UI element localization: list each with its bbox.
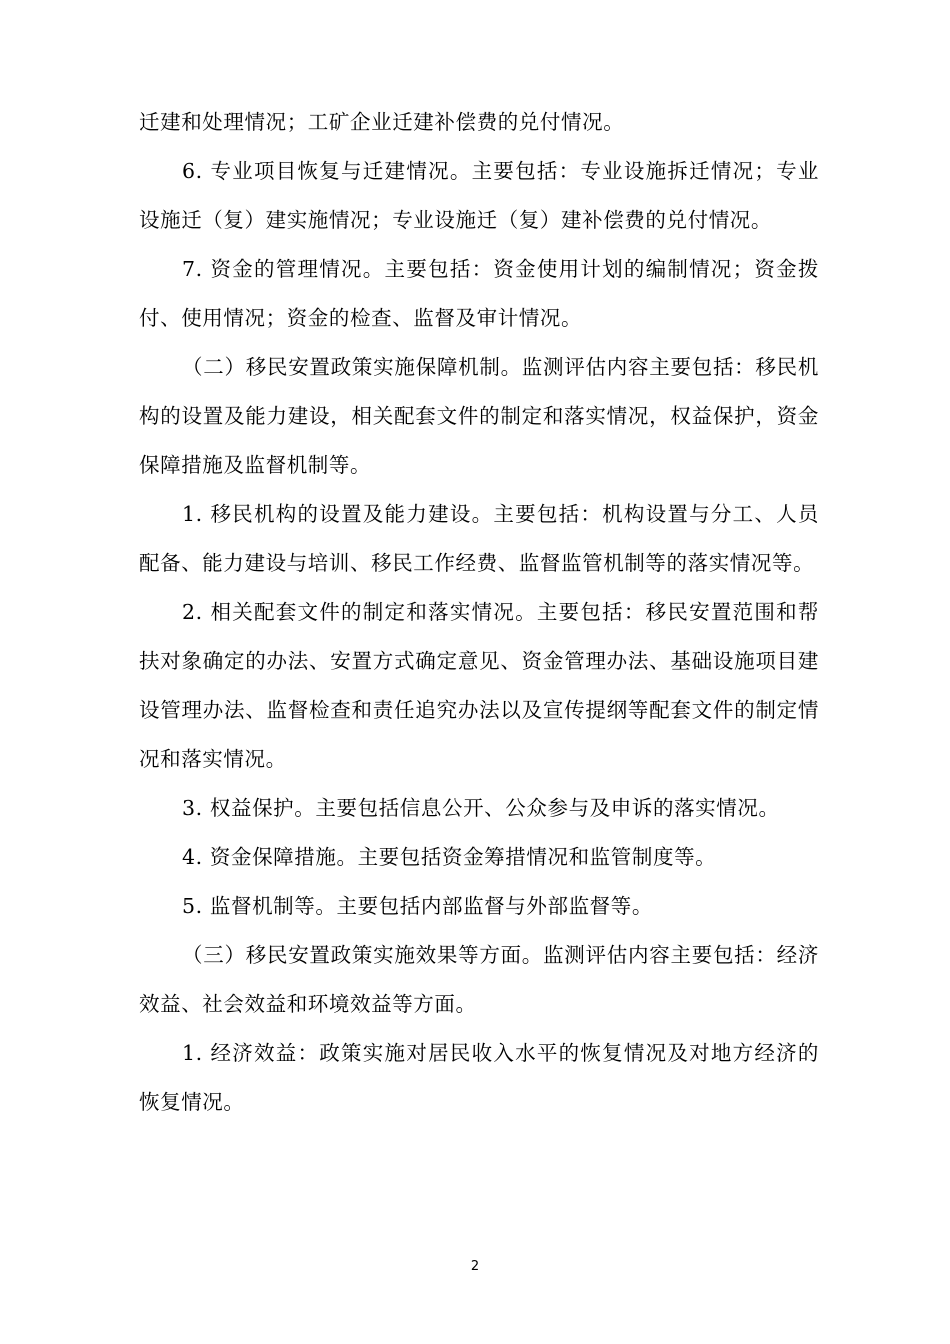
paragraph-7: 3. 权益保护。主要包括信息公开、公众参与及申诉的落实情况。 [182, 796, 780, 820]
paragraph-6: 2. 相关配套文件的制定和落实情况。主要包括：移民安置范围和帮扶对象确定的办法、安置方式确定意见、资金管理办法、基础设施项目建设管理办法、监督检查和责任追究办法以及宣传提纲等配套文件的制定情况和落实情况。 [139, 600, 819, 771]
section-heading-2: （二）移民安置政策实施保障机制。监测评估内容主要包括：移民机构的设置及能力建设，相关配套文件的制定和落实情况，权益保护，资金保障措施及监督机制等。 [139, 355, 819, 477]
paragraph-2: 6. 专业项目恢复与迁建情况。主要包括：专业设施拆迁情况；专业设施迁（复）建实施情况；专业设施迁（复）建补偿费的兑付情况。 [139, 159, 819, 232]
paragraph-11: 1. 经济效益：政策实施对居民收入水平的恢复情况及对地方经济的恢复情况。 [139, 1041, 819, 1114]
paragraph-5: 1. 移民机构的设置及能力建设。主要包括：机构设置与分工、人员配备、能力建设与培训、移民工作经费、监督监管机制等的落实情况等。 [139, 502, 819, 575]
paragraph-9: 5. 监督机制等。主要包括内部监督与外部监督等。 [182, 894, 653, 918]
body-text [139, 98, 819, 1127]
paragraph-8: 4. 资金保障措施。主要包括资金筹措情况和监管制度等。 [182, 845, 717, 869]
paragraph-3: 7. 资金的管理情况。主要包括：资金使用计划的编制情况；资金拨付、使用情况；资金的检查、监督及审计情况。 [139, 257, 819, 330]
page-number: 2 [470, 1259, 480, 1274]
paragraph-1: 迁建和处理情况；工矿企业迁建补偿费的兑付情况。 [139, 110, 625, 134]
section-heading-3: （三）移民安置政策实施效果等方面。监测评估内容主要包括：经济效益、社会效益和环境效益等方面。 [139, 943, 819, 1016]
